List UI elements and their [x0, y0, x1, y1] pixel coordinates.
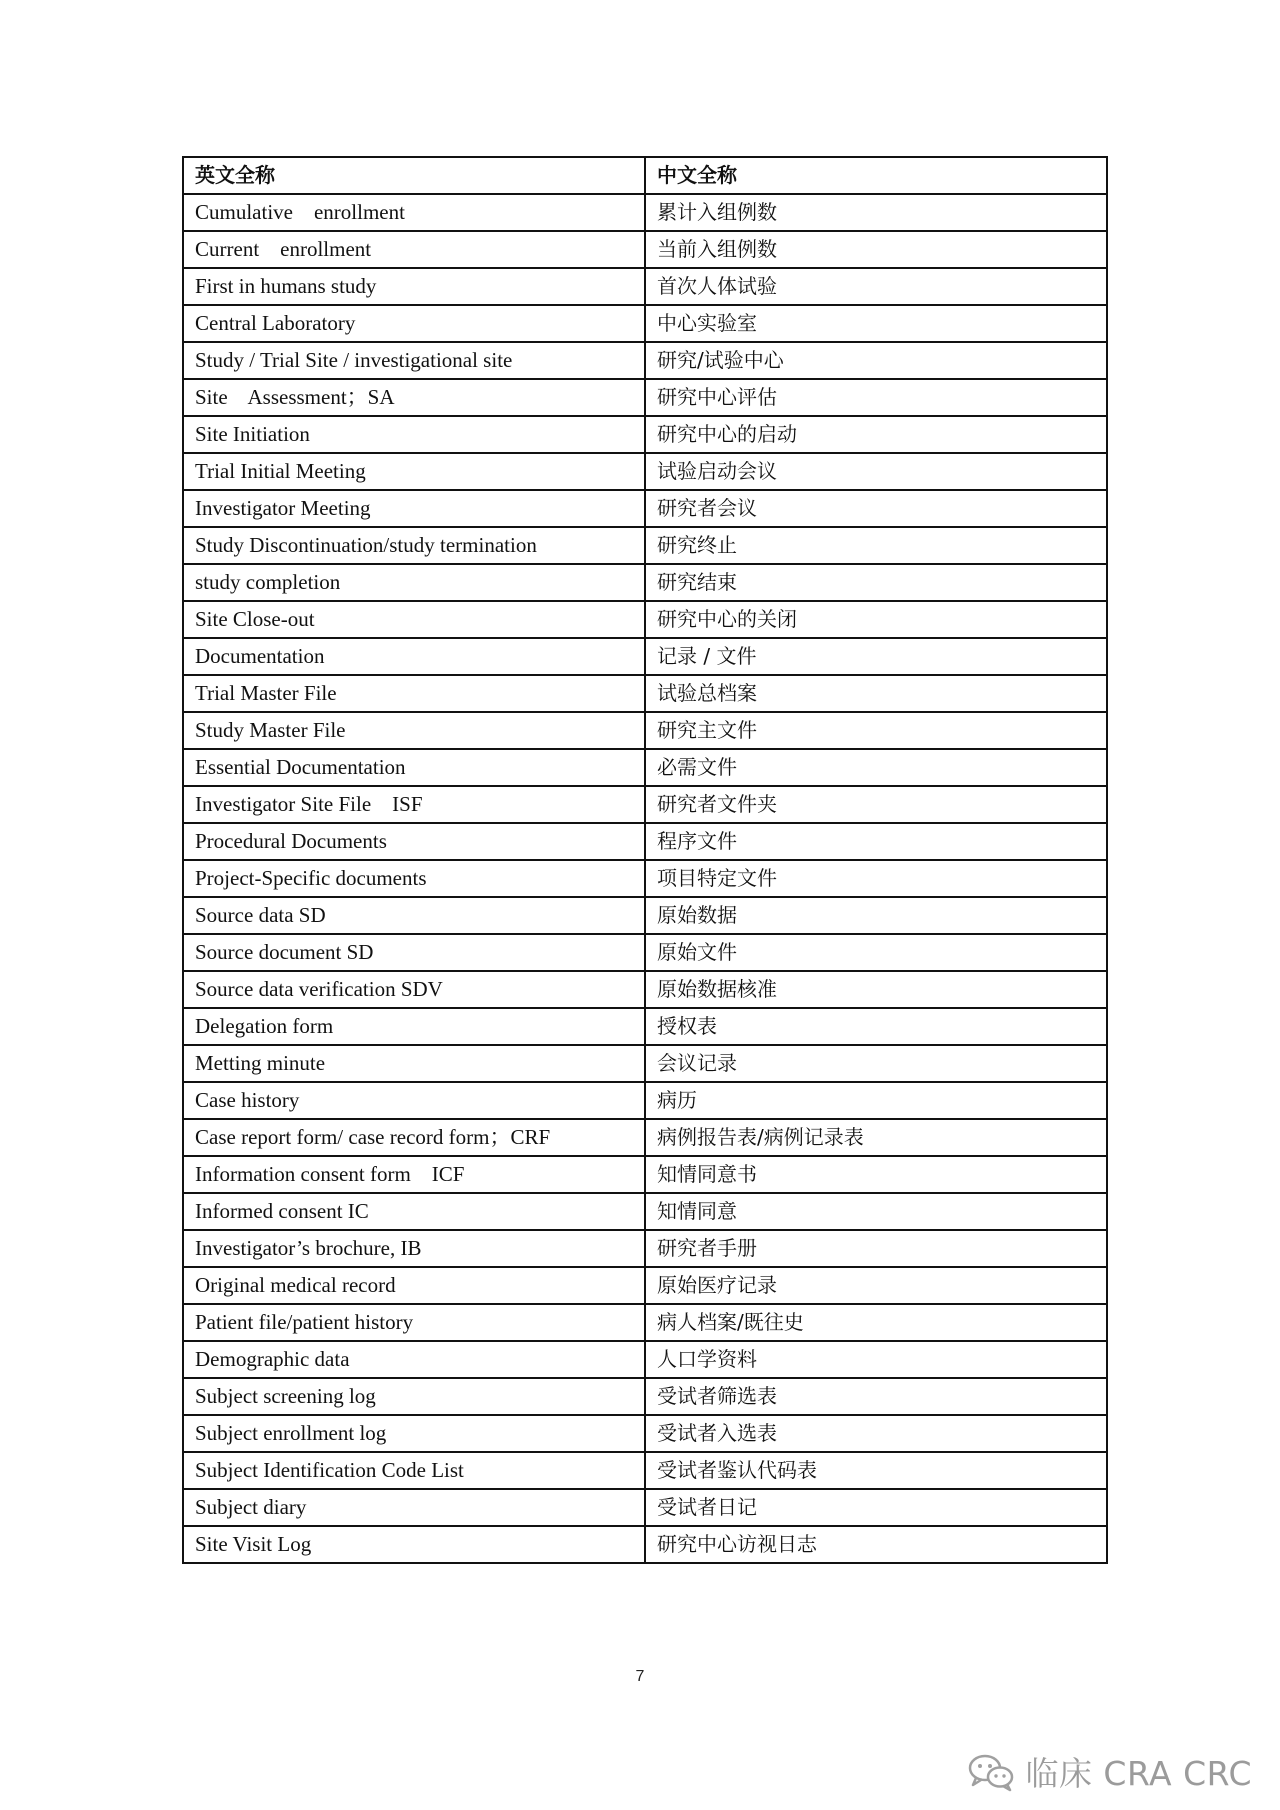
chinese-term: 授权表: [645, 1008, 1107, 1045]
chinese-term: 受试者入选表: [645, 1415, 1107, 1452]
table-row: [183, 1267, 1107, 1304]
chinese-term: 程序文件: [645, 823, 1107, 860]
table-row: [183, 305, 1107, 342]
table-row: [183, 231, 1107, 268]
english-term: Informed consent IC: [183, 1193, 645, 1230]
page-number: 7: [635, 1668, 645, 1685]
chinese-term: 受试者鉴认代码表: [645, 1452, 1107, 1489]
table-row: [183, 675, 1107, 712]
table-row: [183, 860, 1107, 897]
chinese-term: 人口学资料: [645, 1341, 1107, 1378]
english-term: Documentation: [183, 638, 645, 675]
english-term: Case history: [183, 1082, 645, 1119]
chinese-term: 研究者文件夹: [645, 786, 1107, 823]
chinese-term: 受试者日记: [645, 1489, 1107, 1526]
chinese-term: 知情同意书: [645, 1156, 1107, 1193]
table-row: [183, 564, 1107, 601]
english-term: Central Laboratory: [183, 305, 645, 342]
english-term: Essential Documentation: [183, 749, 645, 786]
chinese-term: 研究者会议: [645, 490, 1107, 527]
chinese-term: 知情同意: [645, 1193, 1107, 1230]
watermark-text: 临床 CRA CRC: [1025, 1754, 1252, 1793]
chinese-term: 研究中心的关闭: [645, 601, 1107, 638]
english-term: Site Visit Log: [183, 1526, 645, 1563]
chinese-term: 累计入组例数: [645, 194, 1107, 231]
table-row: [183, 490, 1107, 527]
english-term: Investigator’s brochure, IB: [183, 1230, 645, 1267]
table-row: [183, 527, 1107, 564]
chinese-term: 研究终止: [645, 527, 1107, 564]
chinese-term: 首次人体试验: [645, 268, 1107, 305]
chinese-term: 试验总档案: [645, 675, 1107, 712]
english-term: Source data SD: [183, 897, 645, 934]
table-row: [183, 1415, 1107, 1452]
chinese-term: 病历: [645, 1082, 1107, 1119]
table-row: [183, 749, 1107, 786]
chinese-term: 受试者筛选表: [645, 1378, 1107, 1415]
english-term: Case report form/ case record form；CRF: [183, 1119, 645, 1156]
table-row: [183, 934, 1107, 971]
english-term: Project-Specific documents: [183, 860, 645, 897]
table-row: [183, 1378, 1107, 1415]
english-term: Subject diary: [183, 1489, 645, 1526]
english-term: Current enrollment: [183, 231, 645, 268]
table-row: [183, 1526, 1107, 1563]
english-term: study completion: [183, 564, 645, 601]
table-row: [183, 897, 1107, 934]
header-english-full-name: 英文全称: [183, 157, 645, 194]
table-row: [183, 1045, 1107, 1082]
english-term: Trial Master File: [183, 675, 645, 712]
chinese-term: 研究中心评估: [645, 379, 1107, 416]
table-row: [183, 268, 1107, 305]
table-row: [183, 1489, 1107, 1526]
chinese-term: 研究中心访视日志: [645, 1526, 1107, 1563]
chinese-term: 试验启动会议: [645, 453, 1107, 490]
table-row: [183, 1082, 1107, 1119]
english-term: Demographic data: [183, 1341, 645, 1378]
table-row: [183, 712, 1107, 749]
table-row: [183, 823, 1107, 860]
english-term: Cumulative enrollment: [183, 194, 645, 231]
chinese-term: 中心实验室: [645, 305, 1107, 342]
table-row: [183, 416, 1107, 453]
english-term: Site Close-out: [183, 601, 645, 638]
english-term: First in humans study: [183, 268, 645, 305]
watermark: [967, 1748, 1252, 1795]
wechat-icon: [967, 1752, 1015, 1792]
chinese-term: 研究结束: [645, 564, 1107, 601]
table-row: [183, 786, 1107, 823]
english-term: Information consent form ICF: [183, 1156, 645, 1193]
english-term: Study / Trial Site / investigational site: [183, 342, 645, 379]
table-row: [183, 342, 1107, 379]
chinese-term: 项目特定文件: [645, 860, 1107, 897]
chinese-term: 会议记录: [645, 1045, 1107, 1082]
table-row: [183, 1341, 1107, 1378]
table-row: [183, 453, 1107, 490]
table-row: [183, 1119, 1107, 1156]
english-term: Delegation form: [183, 1008, 645, 1045]
english-term: Site Assessment；SA: [183, 379, 645, 416]
table-row: [183, 971, 1107, 1008]
table-row: [183, 1008, 1107, 1045]
table-row: [183, 1452, 1107, 1489]
english-term: Study Discontinuation/study termination: [183, 527, 645, 564]
english-term: Metting minute: [183, 1045, 645, 1082]
chinese-term: 记录 / 文件: [645, 638, 1107, 675]
chinese-term: 原始医疗记录: [645, 1267, 1107, 1304]
english-term: Subject screening log: [183, 1378, 645, 1415]
table-row: [183, 638, 1107, 675]
english-term: Subject Identification Code List: [183, 1452, 645, 1489]
table-row: [183, 1230, 1107, 1267]
table-row: [183, 194, 1107, 231]
table-row: [183, 1156, 1107, 1193]
chinese-term: 研究主文件: [645, 712, 1107, 749]
chinese-term: 研究者手册: [645, 1230, 1107, 1267]
english-term: Source data verification SDV: [183, 971, 645, 1008]
chinese-term: 必需文件: [645, 749, 1107, 786]
chinese-term: 病人档案/既往史: [645, 1304, 1107, 1341]
chinese-term: 研究中心的启动: [645, 416, 1107, 453]
table-header-row: [183, 157, 1107, 194]
table-body: [183, 194, 1107, 1563]
header-chinese-full-name: 中文全称: [645, 157, 1107, 194]
english-term: Original medical record: [183, 1267, 645, 1304]
table-row: [183, 379, 1107, 416]
english-term: Subject enrollment log: [183, 1415, 645, 1452]
chinese-term: 研究/试验中心: [645, 342, 1107, 379]
chinese-term: 病例报告表/病例记录表: [645, 1119, 1107, 1156]
english-term: Study Master File: [183, 712, 645, 749]
chinese-term: 当前入组例数: [645, 231, 1107, 268]
english-term: Investigator Meeting: [183, 490, 645, 527]
chinese-term: 原始文件: [645, 934, 1107, 971]
table-row: [183, 1304, 1107, 1341]
table-row: [183, 1193, 1107, 1230]
glossary-table: [182, 156, 1108, 1564]
english-term: Source document SD: [183, 934, 645, 971]
english-term: Investigator Site File ISF: [183, 786, 645, 823]
english-term: Site Initiation: [183, 416, 645, 453]
chinese-term: 原始数据: [645, 897, 1107, 934]
english-term: Trial Initial Meeting: [183, 453, 645, 490]
table-row: [183, 601, 1107, 638]
english-term: Patient file/patient history: [183, 1304, 645, 1341]
chinese-term: 原始数据核准: [645, 971, 1107, 1008]
english-term: Procedural Documents: [183, 823, 645, 860]
